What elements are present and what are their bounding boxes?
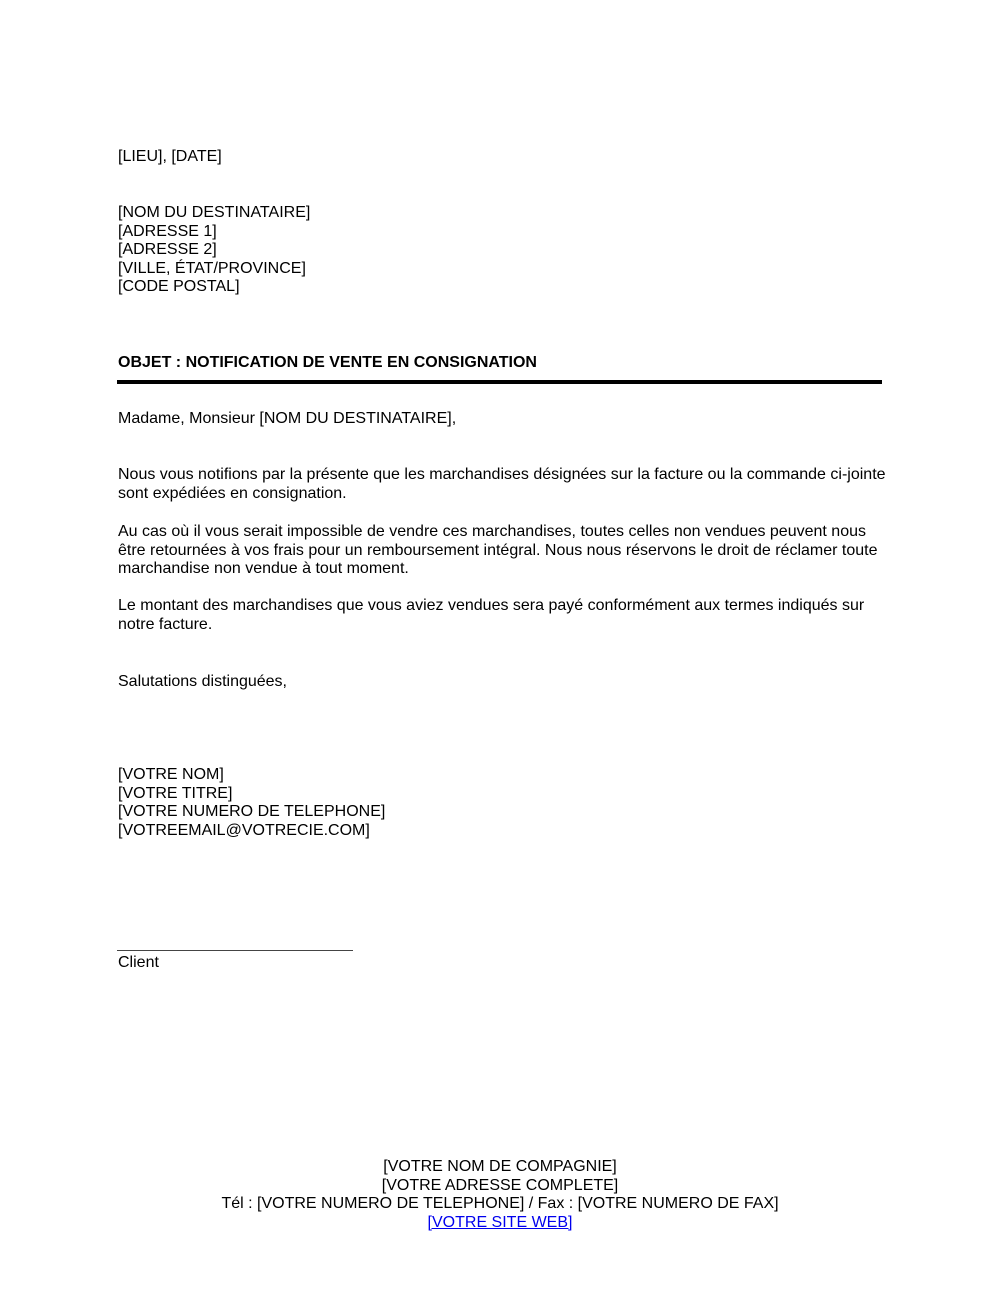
footer <box>0 1158 1000 1232</box>
recipient-address-block <box>118 204 310 297</box>
footer-address: [VOTRE ADRESSE COMPLETE] <box>381 1176 619 1194</box>
sender-block <box>118 766 385 840</box>
sender-phone: [VOTRE NUMERO DE TELEPHONE] <box>118 803 386 821</box>
recipient-city-state: [VILLE, ÉTAT/PROVINCE] <box>118 259 306 277</box>
signature-line <box>117 950 353 952</box>
subject-divider <box>117 380 882 384</box>
salutation: Madame, Monsieur [NOM DU DESTINATAIRE], <box>118 410 457 427</box>
recipient-address-1: [ADRESSE 1] <box>118 222 217 240</box>
sender-email: [VOTREEMAIL@VOTRECIE.COM] <box>118 821 370 839</box>
place-date: [LIEU], [DATE] <box>118 148 222 165</box>
recipient-postal-code: [CODE POSTAL] <box>118 278 240 296</box>
subject-line: OBJET : NOTIFICATION DE VENTE EN CONSIGNATION <box>118 354 537 371</box>
recipient-address-2: [ADRESSE 2] <box>118 241 217 259</box>
footer-contact: Tél : [VOTRE NUMERO DE TELEPHONE] / Fax : [VOTRE NUMERO DE FAX] <box>221 1195 779 1213</box>
footer-company: [VOTRE NOM DE COMPAGNIE] <box>383 1158 617 1175</box>
closing: Salutations distinguées, <box>118 673 287 690</box>
footer-website-link[interactable]: [VOTRE SITE WEB] <box>427 1213 573 1231</box>
body-paragraph-1: Nous vous notifions par la présente que les marchandises désignées sur la facture ou la commande ci-jointe sont expédiées en consignation. <box>118 466 886 502</box>
recipient-name: [NOM DU DESTINATAIRE] <box>118 204 311 221</box>
body-paragraph-2: Au cas où il vous serait impossible de vendre ces marchandises, toutes celles non vendues peuvent nous être retournées à vos frais pour un remboursement intégral. Nous nous réservons le droit de réclamer toute marchandise non vendue à tout moment. <box>118 523 878 578</box>
sender-name: [VOTRE NOM] <box>118 766 224 783</box>
signature-label: Client <box>118 954 159 971</box>
body-paragraph-3: Le montant des marchandises que vous aviez vendues sera payé conformément aux termes indiqués sur notre facture. <box>118 597 865 633</box>
sender-title: [VOTRE TITRE] <box>118 784 233 802</box>
